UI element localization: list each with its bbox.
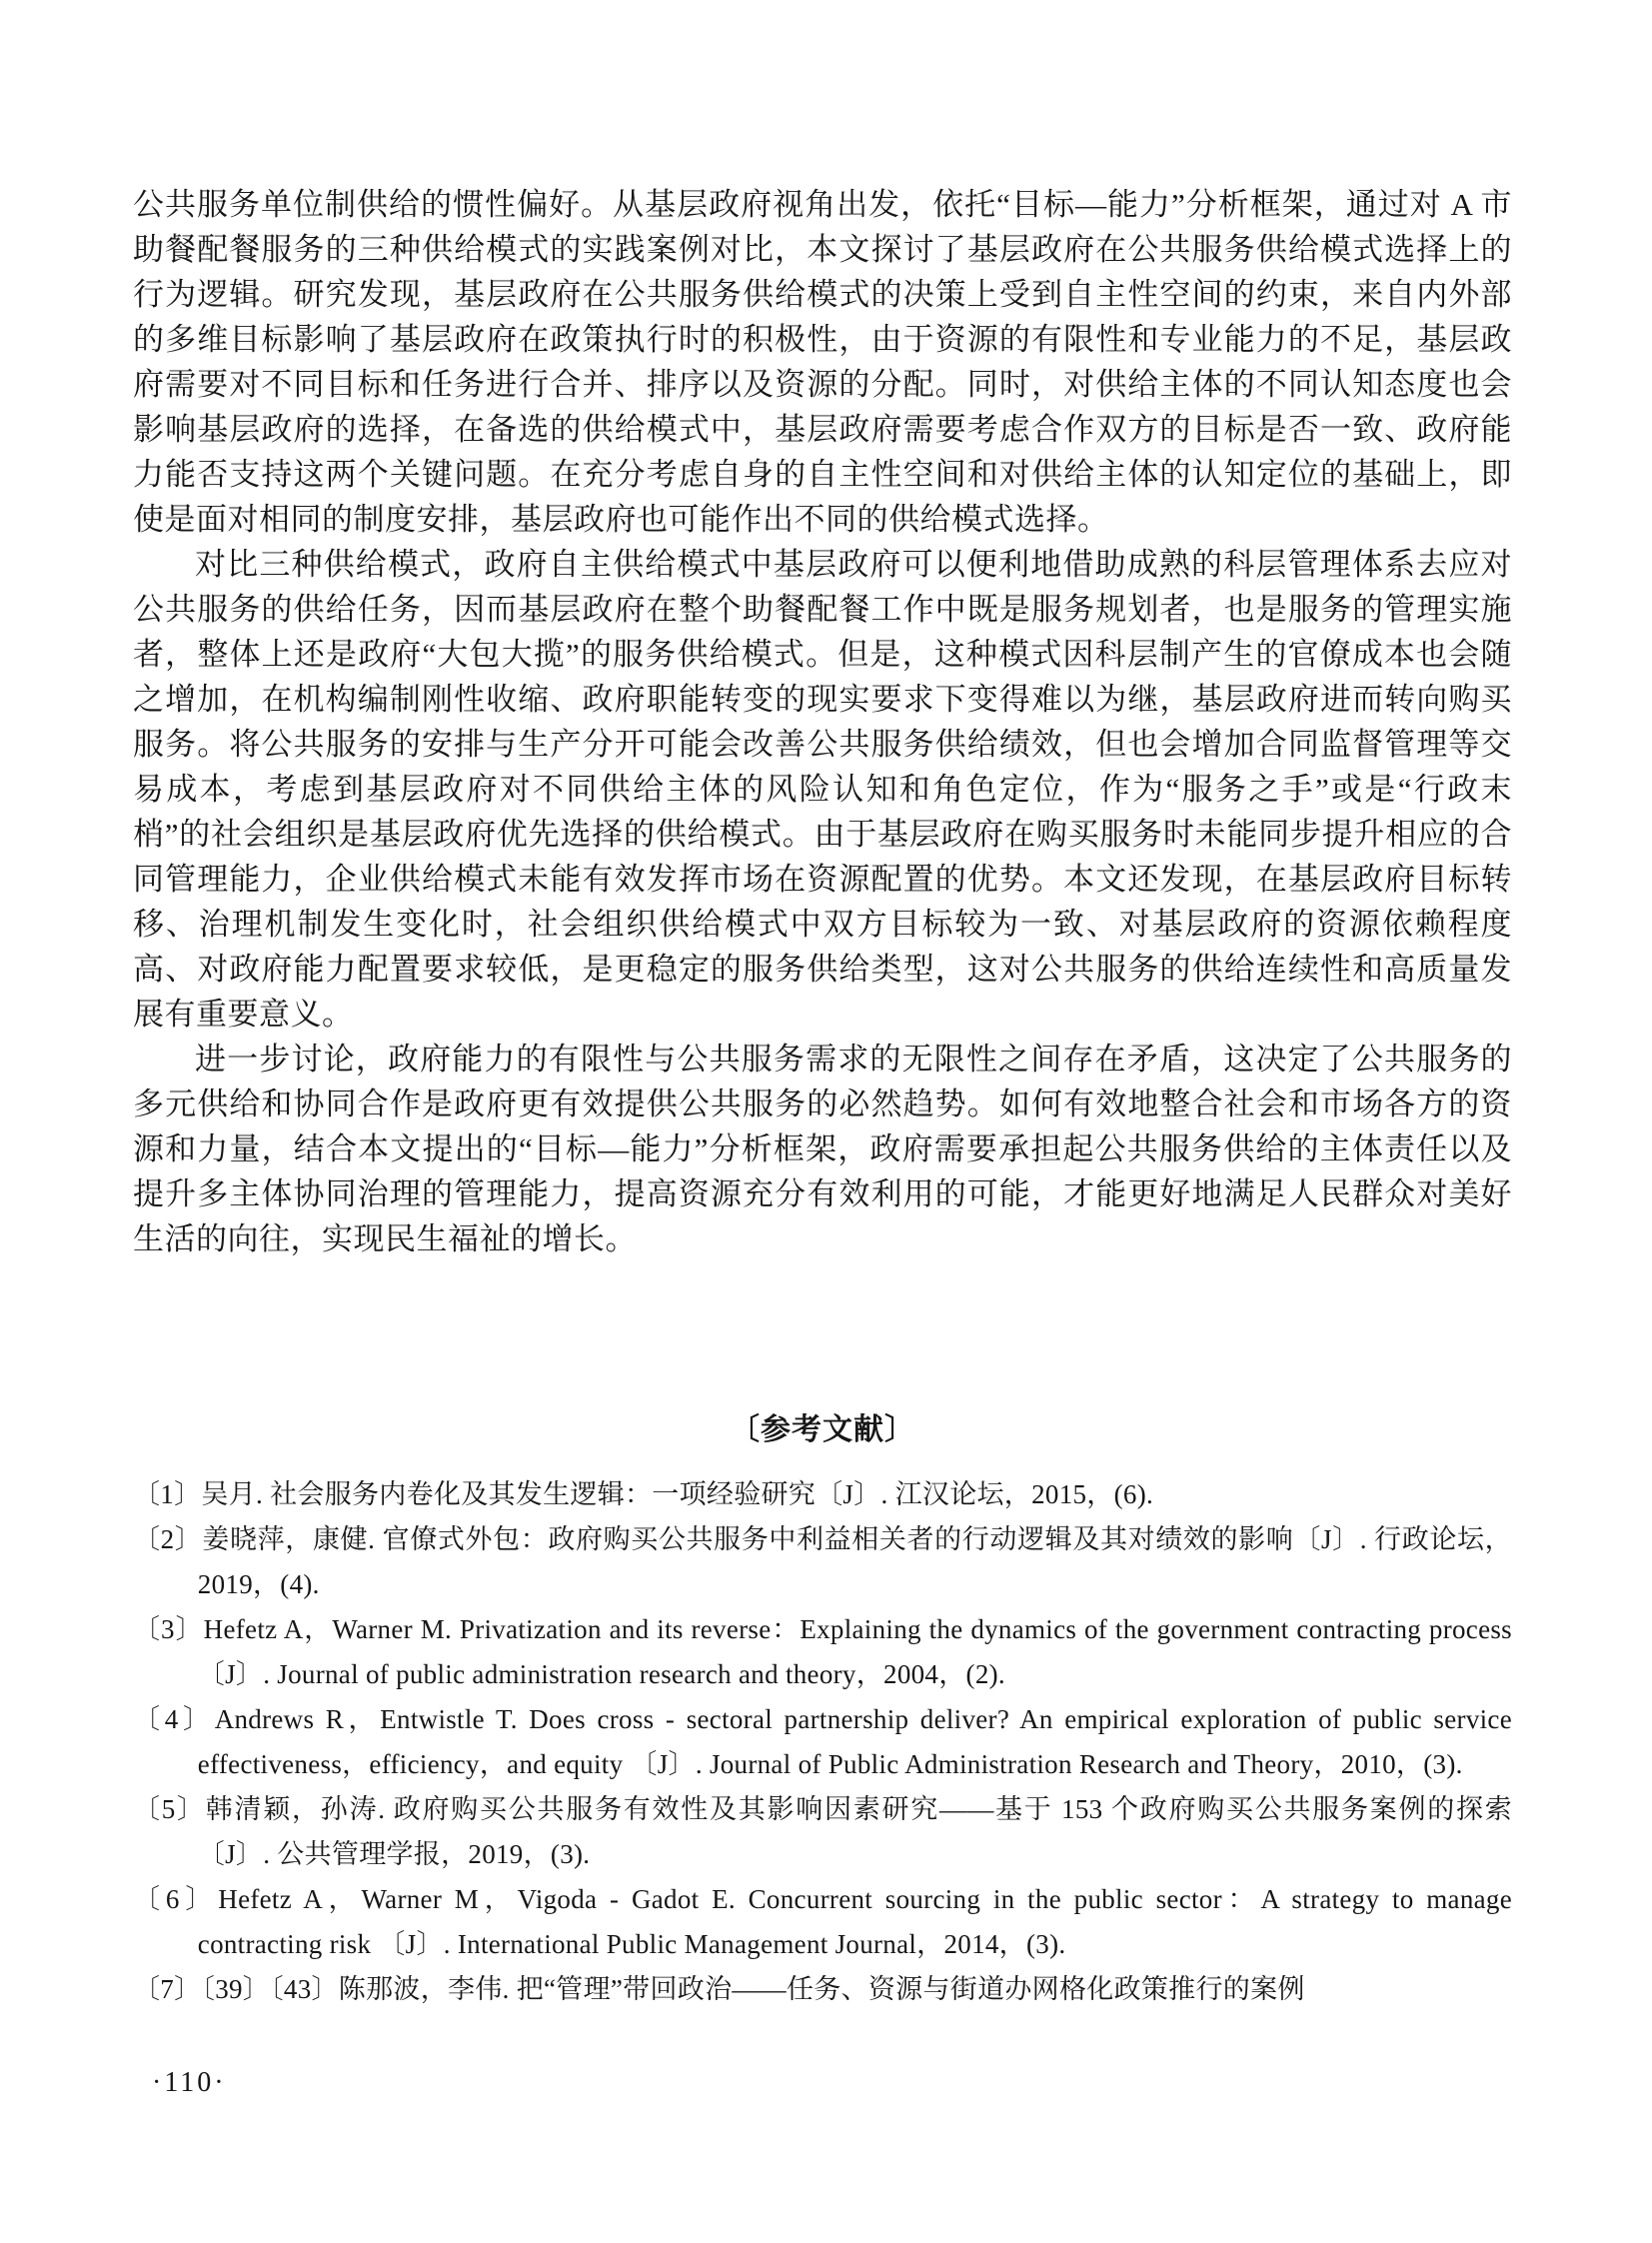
reference-item-6: 〔6〕Hefetz A，Warner M，Vigoda - Gadot E. Concurrent sourcing in the public sector：A strategy to manage contracting risk 〔J〕. International Public Management Journal，2014，(3). bbox=[133, 1884, 1512, 1959]
references-list bbox=[133, 1472, 1512, 2012]
reference-item-5: 〔5〕韩清颖，孙涛. 政府购买公共服务有效性及其影响因素研究——基于 153 个政府购买公共服务案例的探索〔J〕. 公共管理学报，2019，(3). bbox=[133, 1794, 1512, 1869]
article-body bbox=[133, 182, 1512, 1261]
page-number: ·110· bbox=[152, 2067, 227, 2098]
paragraph-continuation: 公共服务单位制供给的惯性偏好。从基层政府视角出发，依托“目标—能力”分析框架，通过对 A 市助餐配餐服务的三种供给模式的实践案例对比，本文探讨了基层政府在公共服务供给模式选择上的行为逻辑。研究发现，基层政府在公共服务供给模式的决策上受到自主性空间的约束，来自内外部的多维目标影响了基层政府在政策执行时的积极性，由于资源的有限性和专业能力的不足，基层政府需要对不同目标和任务进行合并、排序以及资源的分配。同时，对供给主体的不同认知态度也会影响基层政府的选择，在备选的供给模式中，基层政府需要考虑合作双方的目标是否一致、政府能力能否支持这两个关键问题。在充分考虑自身的自主性空间和对供给主体的认知定位的基础上，即使是面对相同的制度安排，基层政府也可能作出不同的供给模式选择。 bbox=[133, 187, 1512, 537]
references-section bbox=[133, 1407, 1512, 2012]
reference-item-1: 〔1〕吴月. 社会服务内卷化及其发生逻辑：一项经验研究〔J〕. 江汉论坛，2015，(6). bbox=[133, 1479, 1154, 1509]
reference-item-2: 〔2〕姜晓萍，康健. 官僚式外包：政府购买公共服务中利益相关者的行动逻辑及其对绩效的影响〔J〕. 行政论坛，2019，(4). bbox=[133, 1524, 1512, 1599]
reference-item-7: 〔7〕〔39〕〔43〕陈那波，李伟. 把“管理”带回政治——任务、资源与街道办网格化政策推行的案例 bbox=[133, 1974, 1305, 2004]
paragraph-discussion: 进一步讨论，政府能力的有限性与公共服务需求的无限性之间存在矛盾，这决定了公共服务的多元供给和协同合作是政府更有效提供公共服务的必然趋势。如何有效地整合社会和市场各方的资源和力量，结合本文提出的“目标—能力”分析框架，政府需要承担起公共服务供给的主体责任以及提升多主体协同治理的管理能力，提高资源充分有效利用的可能，才能更好地满足人民群众对美好生活的向往，实现民生福祉的增长。 bbox=[133, 1042, 1512, 1256]
paragraph-comparison: 对比三种供给模式，政府自主供给模式中基层政府可以便利地借助成熟的科层管理体系去应对公共服务的供给任务，因而基层政府在整个助餐配餐工作中既是服务规划者，也是服务的管理实施者，整体上还是政府“大包大揽”的服务供给模式。但是，这种模式因科层制产生的官僚成本也会随之增加，在机构编制刚性收缩、政府职能转变的现实要求下变得难以为继，基层政府进而转向购买服务。将公共服务的安排与生产分开可能会改善公共服务供给绩效，但也会增加合同监督管理等交易成本，考虑到基层政府对不同供给主体的风险认知和角色定位，作为“服务之手”或是“行政末梢”的社会组织是基层政府优先选择的供给模式。由于基层政府在购买服务时未能同步提升相应的合同管理能力，企业供给模式未能有效发挥市场在资源配置的优势。本文还发现，在基层政府目标转移、治理机制发生变化时，社会组织供给模式中双方目标较为一致、对基层政府的资源依赖程度高、对政府能力配置要求较低，是更稳定的服务供给类型，这对公共服务的供给连续性和高质量发展有重要意义。 bbox=[133, 547, 1512, 1032]
reference-item-3: 〔3〕Hefetz A，Warner M. Privatization and its reverse：Explaining the dynamics of the government contracting process 〔J〕. Journal of public administration research and theory，2004，(2). bbox=[133, 1614, 1512, 1689]
reference-item-4: 〔4〕Andrews R，Entwistle T. Does cross - sectoral partnership deliver? An empirical exploration of public service effectiveness，efficiency，and equity 〔J〕. Journal of Public Administration Research and Theory，2010，(3). bbox=[133, 1704, 1512, 1779]
references-header: 〔参考文献〕 bbox=[730, 1413, 915, 1446]
